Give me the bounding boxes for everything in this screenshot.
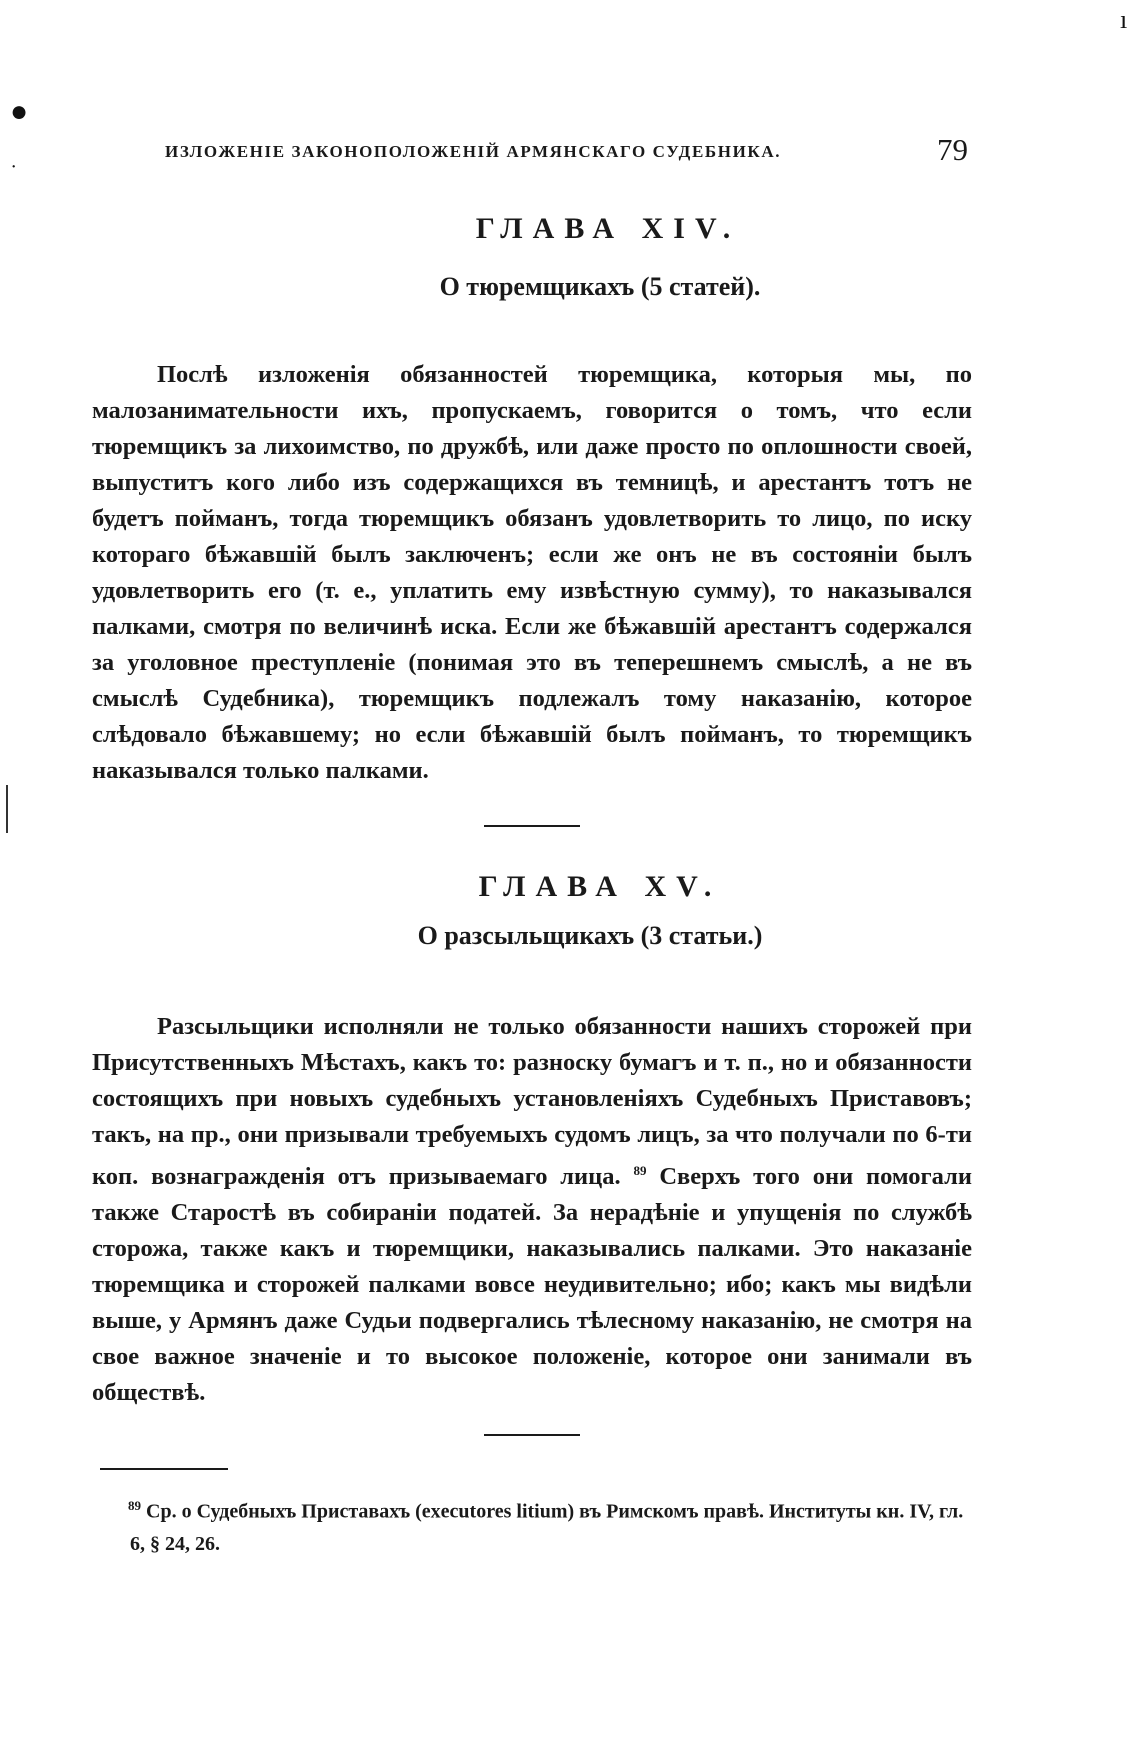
chapter-14-paragraph: Послѣ изложенія обязанностей тюремщика, которыя мы, по малозанимательности ихъ, пропускаемъ, говорится о томъ, что если тюремщикъ за лихоимство, по дружбѣ, или даже просто по оплошности своей, выпуститъ кого либо изъ содержащихся въ темницѣ, и арестантъ тотъ не будетъ пойманъ, тогда тюремщикъ обязанъ удовлетворить то лицо, по иску котораго бѣжавшій былъ заключенъ; если же онъ не въ состояніи былъ удовлетворить его (т. е., уплатить ему извѣстную сумму), то наказывался палками, смотря по величинѣ иска. Если же бѣжавшій арестантъ содержался за уголовное преступленіе (понимая это въ теперешнемъ смыслѣ, а не въ смыслѣ Судебника), тюремщикъ подлежалъ тому наказанію, которое слѣдовало бѣжавшему; но если бѣжавшій былъ пойманъ, то тюремщикъ наказывался только палками. — [92, 360, 972, 784]
section-divider — [484, 1434, 580, 1436]
footnote-reference[interactable]: 89 — [633, 1162, 647, 1178]
margin-blot-icon: ● — [10, 95, 29, 128]
margin-corner-mark-icon: ı — [1120, 5, 1128, 34]
footnote-mark: 89 — [128, 1498, 141, 1513]
paragraph-text-part-1: Разсыльщики исполняли не только обязанности нашихъ сторожей при Присутственныхъ Мѣстахъ, какъ то: разноску бумагъ и т. п., но и обязанности состоящихъ при новыхъ судебныхъ установленіяхъ Судебныхъ Приставовъ; такъ, на пр., они призывали требуемыхъ судомъ лицъ, за что получали по 6-ти коп. вознагражденія отъ призываемаго лица. — [92, 1012, 972, 1190]
chapter-15-paragraph — [92, 1009, 972, 1411]
running-title: ИЗЛОЖЕНІЕ ЗАКОНОПОЛОЖЕНІЙ АРМЯНСКАГО СУДЕБНИКА. — [165, 142, 782, 161]
section-divider — [484, 825, 580, 827]
page-number: 79 — [937, 132, 968, 167]
margin-tick-icon: ˙ — [10, 160, 18, 185]
footnote — [130, 1490, 982, 1560]
chapter-15-subtitle: О разсыльщикахъ (3 статьи.) — [417, 921, 763, 950]
chapter-14-subtitle: О тюремщикахъ (5 статей). — [439, 272, 761, 301]
chapter-15-title: ГЛАВА XV. — [478, 870, 722, 903]
chapter-14-title: ГЛАВА XIV. — [475, 212, 741, 245]
footnote-rule — [100, 1468, 228, 1470]
margin-line-mark — [6, 785, 8, 833]
paragraph-text-part-2: Сверхъ того они помогали также Старостѣ въ собираніи податей. За нерадѣніе и упущенія по службѣ сторожа, также какъ и тюремщики, наказывались палками. Это наказаніе тюремщика и сторожей палками вовсе неудивительно; ибо; какъ мы видѣли выше, у Армянъ даже Судьи подвергались тѣлесному наказанію, не смотря на свое важное значеніе и то высокое положеніе, которое они занимали въ обществѣ. — [92, 1162, 972, 1406]
footnote-text: Ср. о Судебныхъ Приставахъ (executores litium) въ Римскомъ правѣ. Институты кн. IV, гл. 6, § 24, 26. — [130, 1500, 964, 1555]
